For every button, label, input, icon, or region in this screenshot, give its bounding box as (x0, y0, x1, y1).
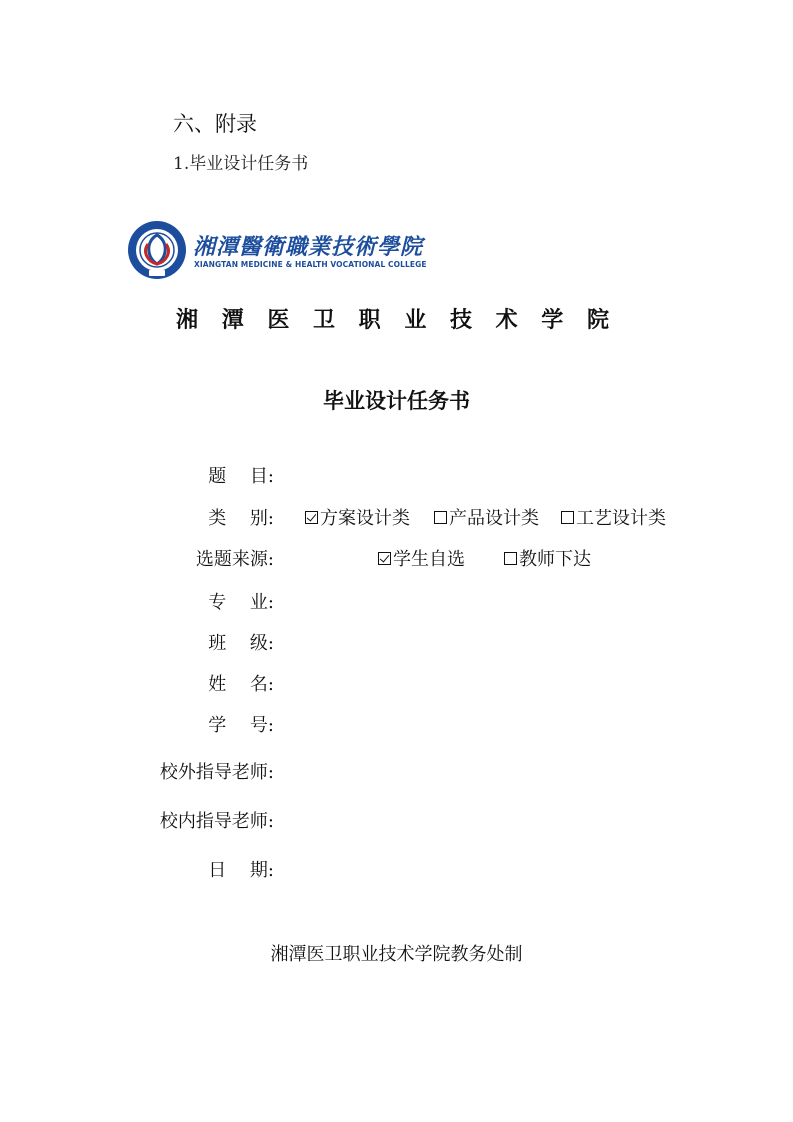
option-label: 学生自选 (393, 549, 465, 570)
major-label: 专 业: (208, 592, 274, 613)
option-label: 教师下达 (519, 549, 591, 570)
appendix-subheading: 1.毕业设计任务书 (173, 154, 309, 174)
source-option-student[interactable] (378, 545, 465, 571)
category-option-product[interactable] (434, 504, 539, 530)
student-id-label: 学 号: (208, 715, 274, 736)
option-label: 方案设计类 (320, 508, 410, 529)
document-title: 毕业设计任务书 (323, 389, 470, 413)
checkbox-icon[interactable] (504, 552, 517, 565)
checkbox-checked-icon[interactable] (305, 511, 318, 524)
category-label: 类 别: (208, 508, 274, 529)
topic-label: 题 目: (208, 466, 274, 487)
option-label: 产品设计类 (449, 508, 539, 529)
checkbox-icon[interactable] (434, 511, 447, 524)
college-seal-icon (126, 219, 188, 281)
external-advisor-label: 校外指导老师: (159, 762, 274, 783)
footer-issuer: 湘潭医卫职业技术学院教务处制 (270, 944, 523, 965)
college-logo (124, 219, 427, 281)
option-label: 工艺设计类 (576, 508, 666, 529)
appendix-heading: 六、附录 (173, 112, 257, 136)
college-name: 湘 潭 医 卫 职 业 技 术 学 院 (176, 308, 617, 333)
internal-advisor-label: 校内指导老师: (159, 811, 274, 832)
logo-wordmark: 湘潭醫衛職業技術學院 (193, 234, 424, 260)
class-label: 班 级: (208, 633, 274, 654)
checkbox-checked-icon[interactable] (378, 552, 391, 565)
source-option-teacher[interactable] (504, 545, 591, 571)
category-option-process[interactable] (561, 504, 666, 530)
category-option-scheme[interactable] (305, 504, 410, 530)
date-label: 日 期: (208, 860, 274, 881)
logo-english-name: XIANGTAN MEDICINE & HEALTH VOCATIONAL COLLEGE (194, 260, 427, 269)
name-label: 姓 名: (208, 674, 274, 695)
source-label: 选题来源: (195, 549, 274, 570)
checkbox-icon[interactable] (561, 511, 574, 524)
